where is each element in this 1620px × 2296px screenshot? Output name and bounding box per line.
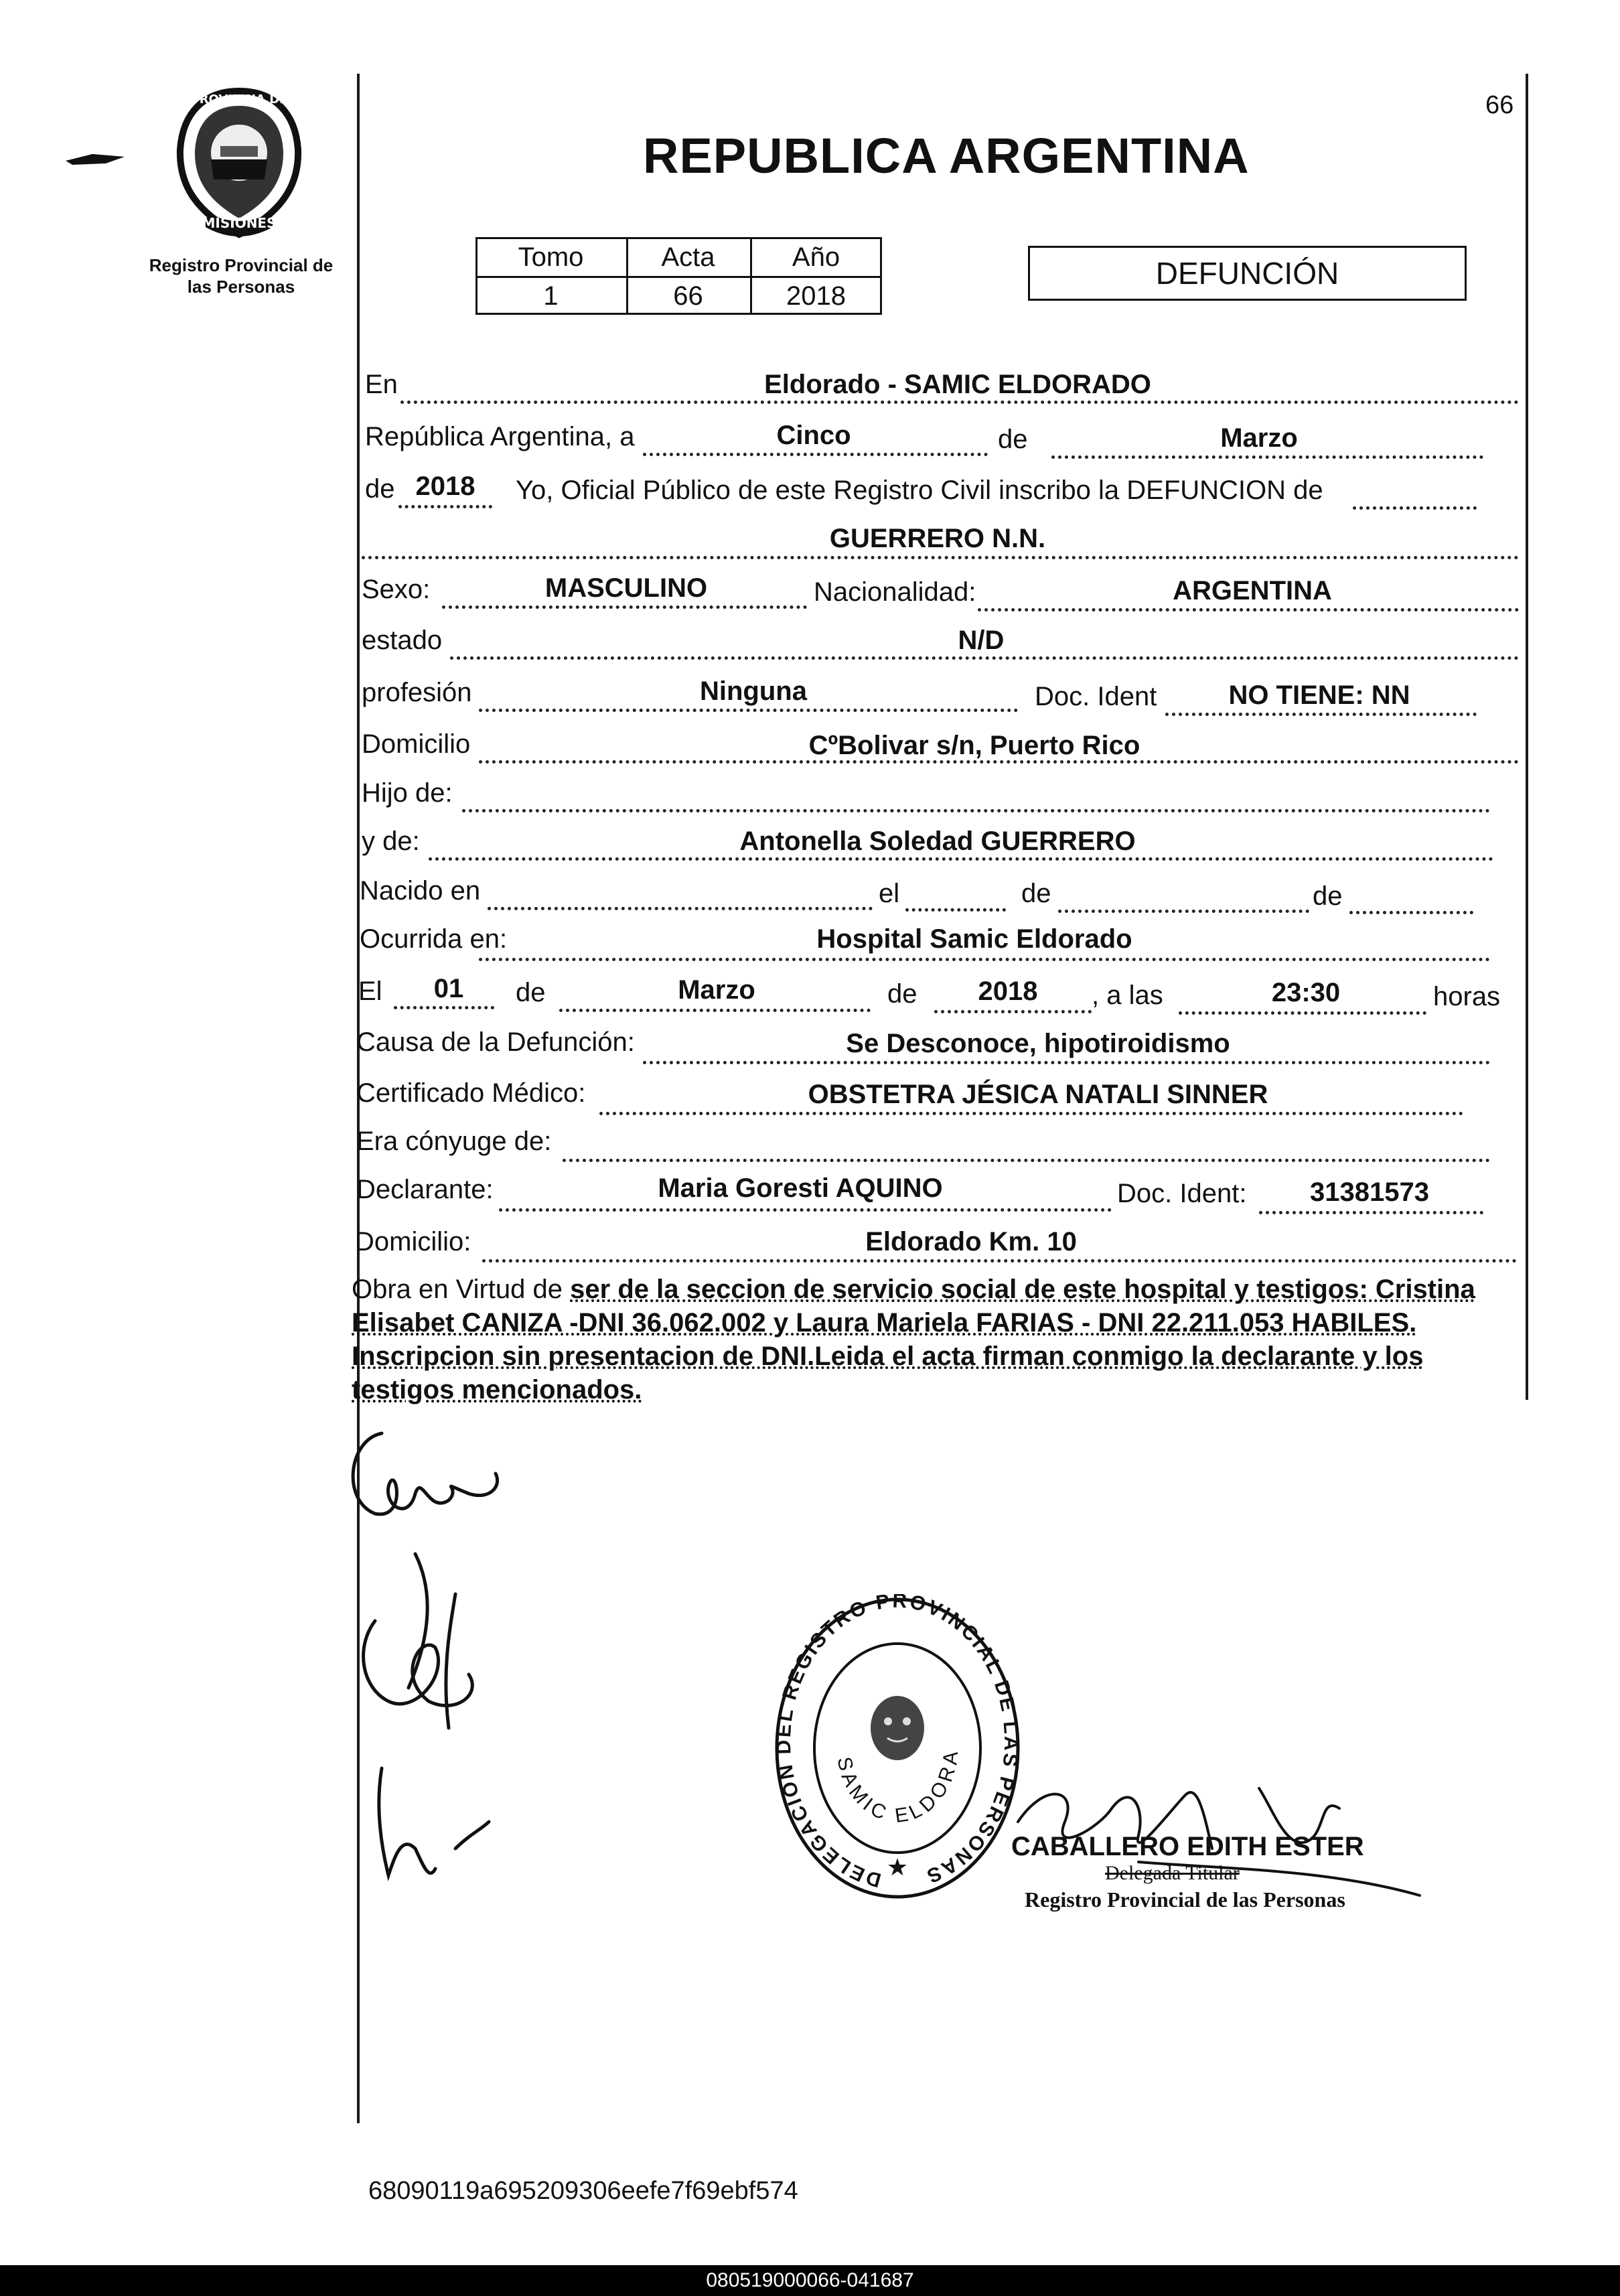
- sexo-dotline: [442, 605, 807, 609]
- el-dotline: [905, 908, 1006, 912]
- doc-ident-value: NO TIENE: NN: [1228, 680, 1410, 710]
- obra-prefix: Obra en Virtud de: [352, 1275, 563, 1304]
- declarante-value: Maria Goresti AQUINO: [658, 1173, 943, 1203]
- en-value: Eldorado - SAMIC ELDORADO: [764, 370, 1151, 399]
- barcode-bar: [0, 2265, 1620, 2296]
- table-header-tomo: Tomo: [518, 242, 584, 272]
- domicilio2-dotline: [482, 1259, 1517, 1263]
- registry-caption: [134, 255, 348, 297]
- de-label-3: de: [1021, 879, 1051, 908]
- deceased-name: GUERRERO N.N.: [829, 524, 1046, 553]
- official-role: Delegada Titular: [1105, 1862, 1240, 1884]
- nacido-label: Nacido en: [360, 876, 481, 906]
- witness-signatures: [335, 1420, 536, 1902]
- certificado-dotline: [599, 1112, 1463, 1115]
- estado-dotline: [450, 656, 1519, 660]
- de-label-2: de: [365, 474, 395, 504]
- svg-text:★: ★: [886, 1853, 909, 1881]
- doc-ident-dotline: [1165, 713, 1477, 716]
- de3-dotline: [1058, 910, 1309, 913]
- conyuge-dotline: [563, 1159, 1490, 1162]
- alas-label: , a las: [1092, 981, 1163, 1010]
- domicilio-label: Domicilio: [362, 729, 471, 759]
- en-label: En: [365, 370, 398, 399]
- yde-label: y de:: [362, 827, 420, 856]
- profesion-label: profesión: [362, 678, 472, 707]
- right-margin-line: [1526, 74, 1528, 1400]
- document-type: DEFUNCIÓN: [1155, 256, 1339, 291]
- yde-dotline: [429, 857, 1493, 861]
- death-year: 2018: [978, 977, 1038, 1006]
- emblem-text-bottom: MISIONES: [202, 215, 277, 231]
- emblem-text-top: PROVINCIA DE: [190, 92, 288, 106]
- nacionalidad-value: ARGENTINA: [1173, 576, 1332, 605]
- seal-outer-text: DELEGACION DEL REGISTRO PROVINCIAL DE LAS PERSONAS: [772, 1594, 1023, 1891]
- table-value-anio: 2018: [786, 281, 846, 311]
- death-day-dotline: [394, 1006, 494, 1009]
- month-dotline: [1051, 455, 1483, 459]
- death-month: Marzo: [678, 975, 755, 1005]
- table-value-acta: 66: [673, 281, 703, 311]
- arrow-mark: [66, 149, 126, 172]
- doc-ident2-label: Doc. Ident:: [1117, 1179, 1247, 1208]
- day-dotline: [643, 453, 988, 456]
- obra-text: ser de la seccion de servicio social de este hospital y testigos: Cristina Elisabet CANIZA -DNI 36.062.002 y Laura Mariela FARIAS - DNI 22.211.053 HABILES. Inscripcion sin presentacion de DNI.Leida el acta firman conmigo la declarante y los testigos mencionados.: [352, 1275, 1475, 1405]
- certificado-label: Certificado Médico:: [356, 1078, 586, 1108]
- en-dotline: [400, 401, 1519, 404]
- el-label: el: [879, 879, 900, 908]
- de-label-6: de: [887, 979, 917, 1009]
- declarante-label: Declarante:: [356, 1175, 494, 1204]
- seal-inner-text: SAMIC ELDORA: [832, 1746, 963, 1828]
- death-time-dotline: [1179, 1011, 1426, 1015]
- table-value-tomo: 1: [543, 281, 559, 311]
- estado-label: estado: [362, 626, 443, 655]
- yde-value: Antonella Soledad GUERRERO: [739, 827, 1136, 856]
- death-year-dotline: [934, 1010, 1092, 1013]
- hijo-label: Hijo de:: [362, 778, 453, 808]
- year-value: 2018: [415, 472, 475, 501]
- registry-seal: [770, 1594, 1025, 1902]
- registry-caption-line1: Registro Provincial de: [149, 255, 334, 275]
- obra-paragraph: [352, 1273, 1510, 1407]
- ocurrida-value: Hospital Samic Eldorado: [816, 924, 1132, 954]
- death-month-dotline: [559, 1009, 871, 1012]
- ocurrida-label: Ocurrida en:: [360, 924, 508, 954]
- doc-ident2-value: 31381573: [1310, 1177, 1429, 1207]
- causa-dotline: [643, 1061, 1490, 1064]
- ocurrida-dotline: [479, 958, 1490, 961]
- declarante-dotline: [499, 1208, 1112, 1212]
- official-registry: Registro Provincial de las Personas: [1025, 1887, 1345, 1912]
- el2-label: El: [358, 977, 382, 1006]
- nacido-dotline: [488, 907, 873, 910]
- estado-value: N/D: [958, 626, 1005, 655]
- de-label-1: de: [998, 425, 1028, 454]
- document-hash: 68090119a695209306eefe7f69ebf574: [368, 2177, 798, 2205]
- nacionalidad-label: Nacionalidad:: [814, 577, 976, 607]
- death-day: 01: [433, 974, 464, 1003]
- nacionalidad-dotline: [978, 608, 1519, 612]
- hijo-dotline: [462, 809, 1490, 812]
- barcode-text: 080519000066-041687: [706, 2269, 914, 2291]
- table-header-acta: Acta: [661, 242, 715, 272]
- certificado-value: OBSTETRA JÉSICA NATALI SINNER: [808, 1080, 1268, 1109]
- causa-label: Causa de la Defunción:: [356, 1027, 635, 1057]
- day-value: Cinco: [776, 421, 851, 450]
- name-dotline: [362, 556, 1519, 559]
- misiones-emblem: [164, 86, 315, 240]
- horas-label: horas: [1433, 982, 1501, 1011]
- de4-dotline: [1349, 911, 1473, 914]
- oficial-text: Yo, Oficial Público de este Registro Civil inscribo la DEFUNCION de: [516, 476, 1323, 505]
- oficial-dotline: [1353, 506, 1477, 510]
- table-header-anio: Año: [792, 242, 840, 272]
- de-label-5: de: [516, 978, 546, 1007]
- sexo-value: MASCULINO: [544, 573, 708, 603]
- year-dotline: [398, 505, 492, 508]
- death-time: 23:30: [1271, 978, 1341, 1007]
- profesion-dotline: [479, 709, 1018, 712]
- conyuge-label: Era cónyuge de:: [356, 1127, 552, 1156]
- page-title: REPUBLICA ARGENTINA: [643, 128, 1250, 184]
- doc-ident2-dotline: [1259, 1211, 1483, 1214]
- month-value: Marzo: [1220, 423, 1298, 453]
- sexo-label: Sexo:: [362, 575, 431, 604]
- domicilio2-value: Eldorado Km. 10: [865, 1227, 1077, 1257]
- republica-label: República Argentina, a: [365, 422, 635, 451]
- page-number: 66: [1485, 91, 1514, 119]
- domicilio2-label: Domicilio:: [355, 1227, 471, 1257]
- causa-value: Se Desconoce, hipotiroidismo: [846, 1029, 1230, 1058]
- document-type-box: [1028, 246, 1467, 301]
- doc-ident-label: Doc. Ident: [1035, 682, 1157, 711]
- profesion-value: Ninguna: [700, 676, 807, 706]
- de-label-4: de: [1313, 881, 1343, 911]
- registry-caption-line2: las Personas: [187, 277, 295, 297]
- domicilio-value: CºBolivar s/n, Puerto Rico: [808, 731, 1140, 760]
- official-name: CABALLERO EDITH ESTER: [1011, 1832, 1364, 1861]
